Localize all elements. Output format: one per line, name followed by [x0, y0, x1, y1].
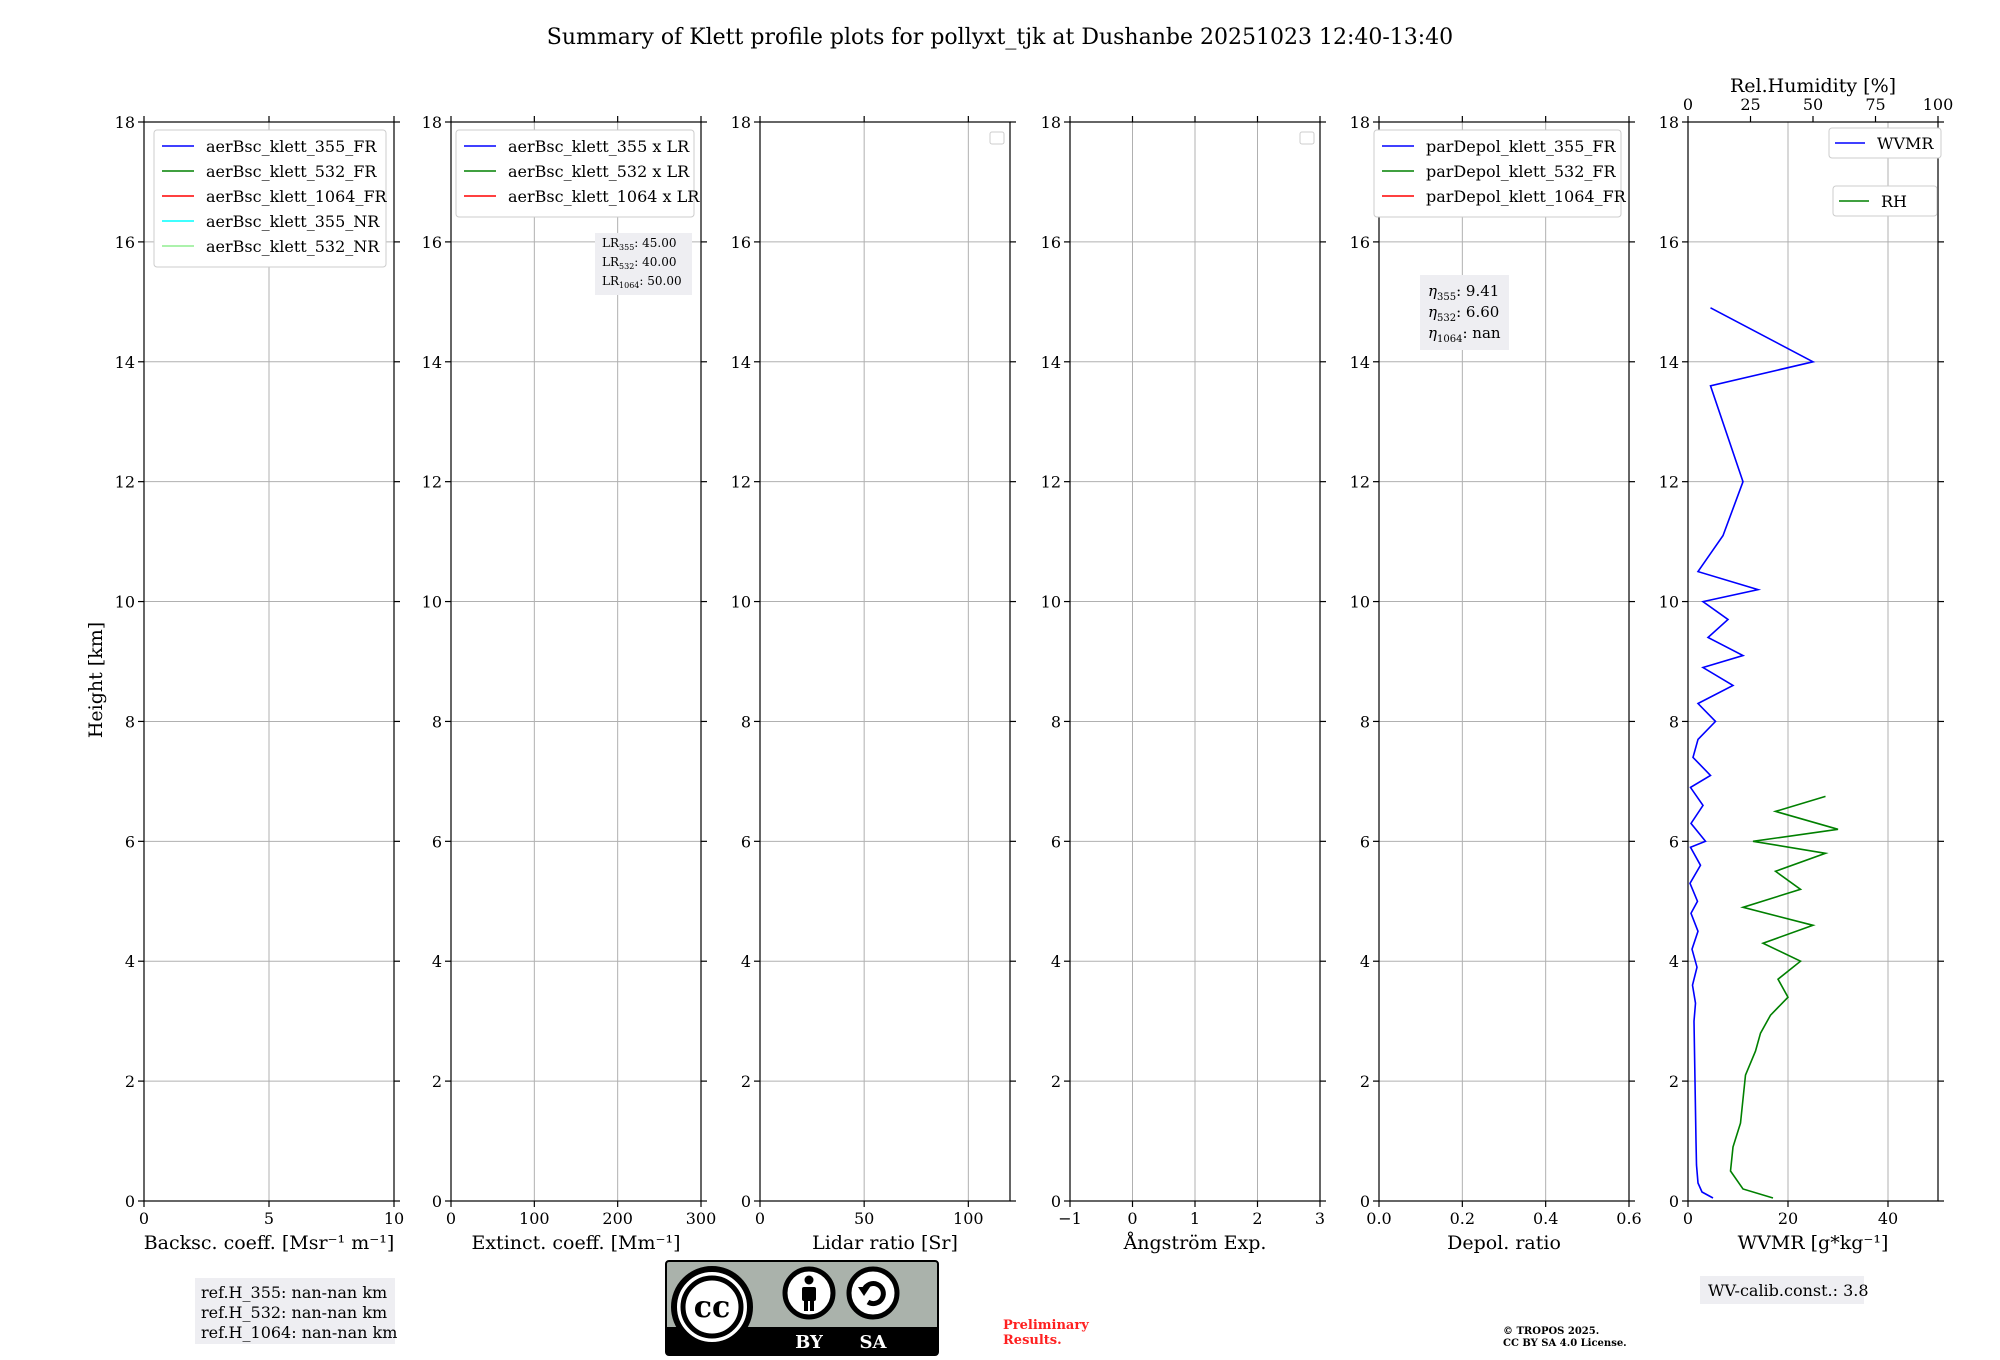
x-tick-label: 2: [1252, 1209, 1263, 1228]
top-x-tick-label: 100: [1922, 95, 1954, 114]
y-tick-label: 8: [1668, 712, 1679, 732]
legend-entry: parDepol_klett_355_FR: [1426, 137, 1616, 156]
y-tick-label: 2: [740, 1072, 751, 1092]
cc-by-sa-badge: [666, 1261, 938, 1355]
legend-entry: RH: [1881, 192, 1907, 211]
legend: [1829, 128, 1941, 158]
y-axis-label: Height [km]: [85, 621, 107, 739]
y-tick-label: 16: [1040, 232, 1061, 252]
y-tick-label: 0: [740, 1192, 751, 1211]
x-axis-label: Lidar ratio [Sr]: [812, 1232, 958, 1254]
ref-height-355: ref.H_355: nan-nan km: [201, 1283, 388, 1302]
y-tick-label: 12: [1658, 472, 1679, 492]
eta1064-value: nan: [1472, 324, 1501, 342]
preliminary-line-1: Preliminary: [1003, 1318, 1089, 1333]
y-tick-label: 10: [1349, 592, 1370, 612]
y-tick-label: 4: [1668, 952, 1679, 972]
x-tick-label: 0.2: [1449, 1209, 1476, 1228]
x-tick-label: 100: [953, 1209, 984, 1228]
y-tick-label: 18: [421, 113, 442, 132]
y-tick-label: 2: [1359, 1072, 1370, 1092]
y-tick-label: 0: [1359, 1192, 1370, 1211]
y-tick-label: 12: [730, 472, 751, 492]
x-axis-label: WVMR [g*kg⁻¹]: [1737, 1232, 1889, 1254]
y-tick-label: 8: [1050, 712, 1061, 732]
y-tick-label: 18: [1658, 113, 1679, 132]
y-tick-label: 6: [1668, 832, 1679, 852]
svg-text:LR532: 40.00: $LR_{532}$: 40.00: [602, 255, 677, 271]
legend-entry: WVMR: [1877, 134, 1934, 153]
y-tick-label: 12: [421, 472, 442, 492]
legend-entry: aerBsc_klett_355 x LR: [508, 137, 690, 156]
x-tick-label: 5: [263, 1209, 275, 1228]
top-x-tick-label: 75: [1865, 95, 1886, 114]
y-tick-label: 6: [124, 832, 135, 852]
ref-height-532: ref.H_532: nan-nan km: [201, 1303, 388, 1322]
y-tick-label: 8: [740, 712, 751, 732]
y-tick-label: 0: [1050, 1192, 1061, 1211]
badge-sa-text: SA: [859, 1332, 887, 1353]
person-icon: [785, 1269, 833, 1317]
y-tick-label: 18: [1040, 113, 1061, 132]
y-tick-label: 6: [740, 832, 751, 852]
x-tick-label: 0: [1127, 1209, 1138, 1228]
y-tick-label: 0: [1668, 1192, 1679, 1211]
x-tick-label: 1: [1189, 1209, 1201, 1228]
top-x-tick-label: 50: [1802, 95, 1824, 114]
svg-text:LR1064: 50.00: $LR_{1064}$: 50.00: [602, 274, 682, 290]
legend-entry: parDepol_klett_532_FR: [1426, 162, 1616, 181]
legend-entry: aerBsc_klett_1064 x LR: [508, 187, 700, 206]
y-tick-label: 12: [1040, 472, 1061, 492]
wv-calib-box: [1700, 1276, 1869, 1304]
y-tick-label: 6: [1050, 832, 1061, 852]
y-tick-label: 16: [1349, 232, 1370, 252]
y-tick-label: 6: [1359, 832, 1370, 852]
y-tick-label: 18: [1349, 113, 1370, 132]
x-tick-label: 40: [1877, 1209, 1899, 1228]
top-x-axis-label: Rel.Humidity [%]: [1729, 75, 1897, 97]
y-tick-label: 8: [124, 712, 135, 732]
x-axis-label: Depol. ratio: [1447, 1232, 1561, 1254]
legend: [154, 130, 388, 267]
x-tick-label: 10: [383, 1209, 405, 1228]
lidar-ratio-box: [595, 233, 692, 295]
y-tick-label: 10: [1658, 592, 1679, 612]
x-tick-label: 50: [853, 1209, 875, 1228]
y-tick-label: 10: [114, 592, 135, 612]
x-tick-label: 0: [445, 1209, 457, 1228]
y-tick-label: 14: [421, 352, 442, 372]
legend-entry: aerBsc_klett_532_NR: [206, 237, 380, 256]
legend-entry: aerBsc_klett_355_FR: [206, 137, 377, 156]
y-tick-label: 18: [730, 113, 751, 132]
y-tick-label: 4: [1050, 952, 1061, 972]
legend-entry: aerBsc_klett_1064_FR: [206, 187, 387, 206]
legend: [1374, 130, 1627, 217]
y-tick-label: 0: [431, 1192, 442, 1211]
y-tick-label: 10: [421, 592, 442, 612]
x-tick-label: 0.6: [1616, 1209, 1642, 1228]
figure-title: Summary of Klett profile plots for pollyxt_tjk at Dushanbe 20251023 12:40-13:40: [546, 25, 1454, 50]
badge-by-text: BY: [795, 1332, 823, 1353]
y-tick-label: 10: [1040, 592, 1061, 612]
y-tick-label: 2: [1668, 1072, 1679, 1092]
y-tick-label: 10: [730, 592, 751, 612]
ref-height-1064: ref.H_1064: nan-nan km: [201, 1323, 398, 1342]
lr532-value: 40.00: [642, 255, 677, 269]
ref-heights-box: [195, 1278, 397, 1344]
lr355-value: 45.00: [642, 236, 677, 250]
y-tick-label: 16: [1658, 232, 1679, 252]
y-tick-label: 8: [1359, 712, 1370, 732]
y-tick-label: 16: [114, 232, 135, 252]
y-tick-label: 16: [730, 232, 751, 252]
y-tick-label: 4: [124, 952, 135, 972]
preliminary-line-2: Results.: [1003, 1333, 1062, 1348]
x-axis-label: Extinct. coeff. [Mm⁻¹]: [471, 1232, 681, 1254]
copyright-line-2: CC BY SA 4.0 License.: [1503, 1338, 1627, 1349]
svg-text:LR355: 45.00: $LR_{355}$: 45.00: [602, 236, 677, 252]
svg-text:η532: 6.60: $\eta_{532}$: 6.60: [1428, 303, 1500, 324]
y-tick-label: 14: [730, 352, 751, 372]
y-tick-label: 18: [114, 113, 135, 132]
top-x-tick-label: 25: [1740, 95, 1761, 114]
top-x-tick-label: 0: [1682, 95, 1694, 114]
legend-entry: aerBsc_klett_355_NR: [206, 212, 380, 231]
empty-legend: [1300, 132, 1314, 144]
y-tick-label: 8: [431, 712, 442, 732]
x-tick-label: 0.0: [1366, 1209, 1392, 1228]
svg-text:cc: cc: [693, 1290, 731, 1325]
legend-entry: parDepol_klett_1064_FR: [1426, 187, 1626, 206]
x-axis-label: Ångström Exp.: [1123, 1232, 1267, 1254]
x-tick-label: 20: [1777, 1209, 1799, 1228]
y-tick-label: 2: [1050, 1072, 1061, 1092]
eta532-value: 6.60: [1465, 303, 1500, 321]
y-tick-label: 12: [114, 472, 135, 492]
y-tick-label: 4: [740, 952, 751, 972]
svg-text:η1064: nan: $\eta_{1064}$: nan: [1428, 324, 1501, 345]
eta355-value: 9.41: [1465, 282, 1500, 300]
y-tick-label: 0: [124, 1192, 135, 1211]
x-tick-label: 200: [602, 1209, 633, 1228]
x-tick-label: 0: [138, 1209, 150, 1228]
x-tick-label: 0: [754, 1209, 766, 1228]
eta-box: [1420, 275, 1509, 350]
empty-legend: [990, 132, 1004, 144]
y-tick-label: 14: [114, 352, 135, 372]
x-tick-label: 0: [1682, 1209, 1694, 1228]
y-tick-label: 16: [421, 232, 442, 252]
legend: [456, 130, 700, 217]
legend-entry: aerBsc_klett_532 x LR: [508, 162, 690, 181]
lr1064-value: 50.00: [647, 274, 682, 288]
wv-calib-text: WV-calib.const.: 3.8: [1708, 1281, 1869, 1300]
x-tick-label: 300: [685, 1209, 717, 1228]
x-tick-label: 100: [519, 1209, 550, 1228]
y-tick-label: 4: [1359, 952, 1370, 972]
y-tick-label: 14: [1349, 352, 1370, 372]
y-tick-label: 12: [1349, 472, 1370, 492]
y-tick-label: 14: [1658, 352, 1679, 372]
legend: [1833, 186, 1937, 216]
legend-entry: aerBsc_klett_532_FR: [206, 162, 377, 181]
svg-text:η355: 9.41: $\eta_{355}$: 9.41: [1428, 282, 1500, 303]
y-tick-label: 6: [431, 832, 442, 852]
y-tick-label: 4: [431, 952, 442, 972]
x-tick-label: 0.4: [1532, 1209, 1559, 1228]
copyright-line-1: © TROPOS 2025.: [1503, 1326, 1600, 1337]
x-tick-label: −1: [1058, 1209, 1082, 1228]
y-tick-label: 2: [431, 1072, 442, 1092]
y-tick-label: 2: [124, 1072, 135, 1092]
share-alike-icon: [849, 1269, 897, 1317]
x-tick-label: 3: [1314, 1209, 1326, 1228]
x-axis-label: Backsc. coeff. [Msr⁻¹ m⁻¹]: [143, 1232, 395, 1254]
y-tick-label: 14: [1040, 352, 1061, 372]
